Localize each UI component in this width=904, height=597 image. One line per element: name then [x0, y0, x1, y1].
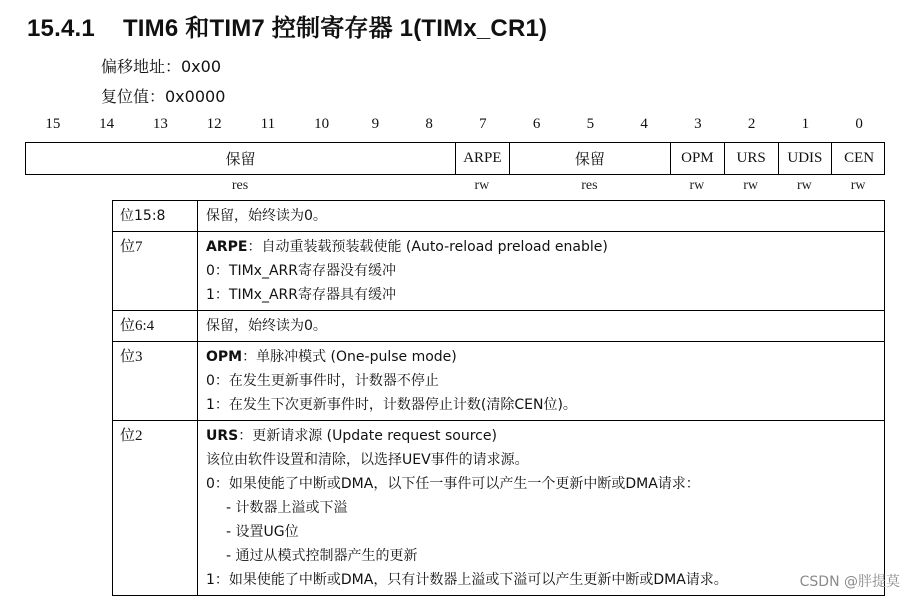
section-title — [27, 8, 547, 43]
description-line: 1：TIMx_ARR寄存器具有缓冲 — [206, 287, 396, 303]
register-map — [25, 142, 885, 175]
description-line: 保留，始终读为0。 — [206, 208, 327, 224]
register-field-arpe: ARPE — [456, 143, 510, 174]
description-line — [206, 235, 876, 259]
bit-label: 位2 — [120, 428, 143, 444]
bit-label: 位15:8 — [120, 208, 166, 224]
bit-number: 6 — [532, 116, 541, 132]
access-label: rw — [850, 178, 866, 193]
bit-number: 14 — [99, 116, 115, 132]
table-row — [113, 232, 885, 311]
field-name: ARPE — [206, 239, 248, 255]
offset-address: 偏移地址：0x00 — [101, 57, 222, 76]
bit-cell — [113, 342, 198, 421]
bit-number-row — [26, 116, 886, 134]
field-name: URS — [206, 428, 239, 444]
bit-number: 0 — [855, 116, 863, 132]
field-name: OPM — [206, 349, 243, 365]
bit-number: 8 — [425, 116, 433, 132]
register-field-cen: CEN — [844, 150, 875, 166]
access-label: rw — [474, 178, 490, 193]
description-line — [206, 424, 876, 448]
description-cell — [198, 421, 885, 596]
bit-number: 15 — [45, 116, 61, 132]
description-cell — [198, 232, 885, 311]
bit-cell — [113, 232, 198, 311]
table-row — [113, 421, 885, 596]
description-cell — [198, 201, 885, 232]
description-line: 0：TIMx_ARR寄存器没有缓冲 — [206, 263, 396, 279]
bit-label: 位6:4 — [120, 318, 155, 334]
bit-number: 7 — [479, 116, 487, 132]
access-row — [25, 178, 885, 196]
register-field-opm: OPM — [671, 143, 725, 174]
register-field-reserved-high: 保留 — [26, 143, 456, 174]
description-cell — [198, 342, 885, 421]
table-row — [113, 342, 885, 421]
description-line: 0：在发生更新事件时，计数器不停止 — [206, 373, 439, 389]
register-field-reserved-mid: 保留 — [510, 143, 671, 174]
description-line — [206, 345, 876, 369]
description-line: - 通过从模式控制器产生的更新 — [226, 548, 418, 564]
field-summary: ：自动重装载预装载使能 (Auto-reload preload enable) — [247, 239, 608, 255]
bit-number: 2 — [747, 116, 756, 132]
bit-number: 11 — [260, 116, 276, 132]
bit-cell — [113, 311, 198, 342]
description-line: 1：在发生下次更新事件时，计数器停止计数(清除CEN位)。 — [206, 397, 577, 413]
bit-number: 4 — [640, 116, 648, 132]
register-field-udis: UDIS — [779, 143, 833, 174]
field-summary: ：更新请求源 (Update request source) — [238, 428, 497, 444]
access-label: res — [581, 178, 598, 193]
description-line: 1：如果使能了中断或DMA，只有计数器上溢或下溢可以产生更新中断或DMA请求。 — [206, 572, 728, 588]
bit-number: 3 — [694, 116, 702, 132]
bit-label: 位7 — [120, 239, 143, 255]
bit-number: 12 — [206, 116, 222, 132]
description-line: 0：如果使能了中断或DMA，以下任一事件可以产生一个更新中断或DMA请求： — [206, 476, 700, 492]
access-label: res — [231, 178, 249, 193]
access-label: rw — [689, 178, 705, 193]
description-line: 保留，始终读为0。 — [206, 318, 327, 334]
description-line: - 计数器上溢或下溢 — [226, 500, 348, 516]
table-row — [113, 311, 885, 342]
bit-number: 13 — [152, 116, 168, 132]
bit-number: 9 — [371, 116, 380, 132]
bit-cell — [113, 201, 198, 232]
table-row — [113, 201, 885, 232]
bit-cell — [113, 421, 198, 596]
bit-description-table — [112, 200, 885, 596]
bit-label: 位3 — [120, 349, 143, 365]
description-line: - 设置UG位 — [226, 524, 299, 540]
field-summary: ：单脉冲模式 (One-pulse mode) — [242, 349, 457, 365]
register-field-urs: URS — [725, 143, 779, 174]
section-number: 15.4.1 — [27, 15, 95, 42]
description-cell — [198, 311, 885, 342]
access-label: rw — [743, 178, 759, 193]
bit-number: 10 — [314, 116, 330, 132]
bit-number: 1 — [801, 116, 810, 132]
description-line: 该位由软件设置和清除，以选择UEV事件的请求源。 — [206, 452, 529, 468]
bit-number: 5 — [586, 116, 595, 132]
watermark: CSDN @胖提莫 — [799, 574, 900, 590]
reset-value: 复位值：0x0000 — [101, 87, 226, 106]
section-heading: TIM6 和TIM7 控制寄存器 1(TIMx_CR1) — [122, 15, 548, 42]
access-label: rw — [796, 178, 812, 193]
